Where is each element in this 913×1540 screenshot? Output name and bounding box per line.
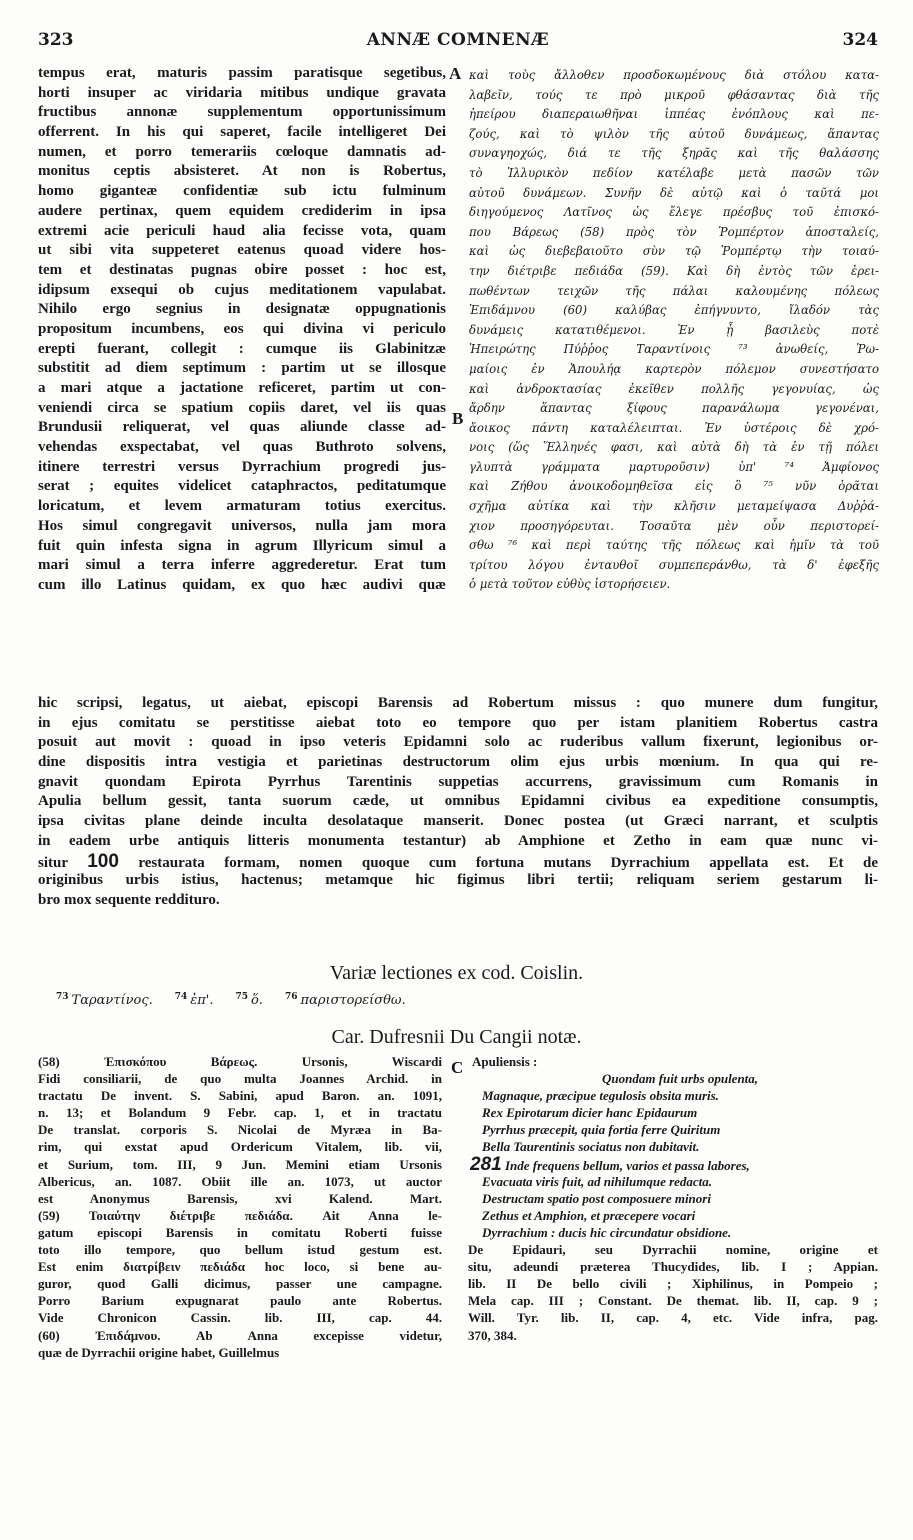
greek-text-line: Ἐπιδάμνου (60) καλύβας ἐπήγνυντο, ἴλαδόν τὰς [469, 303, 879, 318]
poem-line: Magnaque, præcipue tegulosis obsita muris. [482, 1088, 719, 1104]
note-line: (58) Ἐπισκόπου Βάρεως. Ursonis, Wiscardi [38, 1054, 442, 1069]
latin-text-line: a mari atque a jactatione reficeret, partim ut con- [38, 380, 446, 396]
greek-text-line: καὶ τοὺς ἄλλοθεν προσδοκωμένους διὰ στόλου κατα- [469, 68, 879, 82]
text-line: posuit aut movit : quoad in ipso veteris Epidamni solo ac ruderibus vallum fixerunt, legionibus or- [38, 734, 878, 751]
note-line: (60) Ἐπιδάμνου. Ab Anna excepisse videtur, [38, 1327, 442, 1343]
running-header [38, 30, 878, 56]
note-line: De Epidauri, seu Dyrrachii nomine, origine et [468, 1242, 878, 1258]
note-line: Will. Tyr. lib. II, cap. 4, etc. Vide infra, pag. [468, 1310, 878, 1326]
latin-text-line: fuit quin infesta signa in agrum Illyricum simul a [38, 537, 446, 554]
page-number-right: 324 [842, 30, 878, 50]
greek-text-line: μαίοις ἐν Ἀπουλήᾳ καρτερὸν πόλεμον συνεστήσατο [469, 361, 879, 376]
variant-reading: $^{75}$ ὅ. [235, 992, 264, 1009]
greek-text-line: Ἠπειρώτης Πύῤῥος Ταραντίνοις ⁷³ ἀνωθείς, Ῥω- [469, 342, 879, 357]
note-line: guror, quod Galli dicimus, passer une campagne. [38, 1276, 442, 1292]
latin-text-line: idipsum exsequi ob cujus meditationem vapulabat. [38, 281, 446, 298]
note-line: De translat. corporis S. Nicolai de Myræa in Ba- [38, 1122, 442, 1138]
greek-text-line: ἄοικος πάντη καταλέλειπται. Ἐν ὑστέροις δὲ χρό- [469, 420, 879, 435]
note-continuation: Apuliensis : [472, 1054, 538, 1069]
latin-text-line: horti insuper ac viridaria mitibus undique gravata [38, 84, 446, 101]
latin-text-line: Brundusii reliquerat, vel quas aliunde classe ad- [38, 419, 446, 436]
latin-text-line: Nihilo ergo segnius in designatæ oppugnationis [38, 301, 446, 318]
greek-text-line: λαβεῖν, τούς τε πρὸ μικροῦ φθάσαντας διὰ τῆς [469, 87, 879, 102]
note-line: et Surium, tom. III, 9 Jun. Memini etiam Ursonis [38, 1156, 442, 1172]
latin-text-line: extremi acie periculi haud alia fecisse vota, quam [38, 222, 446, 239]
latin-text-line: mari simul a terra inferre aggrederetur. Erat tum [38, 557, 446, 574]
greek-text-line: σχῆμα αὐτίκα καὶ τὴν κλῆσιν μεταμείψασα Δυῤῥά- [469, 499, 879, 514]
margin-letter-c: C [451, 1058, 464, 1077]
note-line: gatum episcopi Barensis in comitatu Roberti fuisse [38, 1224, 442, 1240]
text-line: originibus urbis istius, hactenus; metamque hic figimus libri tertii; reliquam seriem gestarum li- [38, 872, 878, 889]
poem-line: Dyrrachium : ducis hic circundatur obsidione. [482, 1224, 732, 1240]
poem-line: Evacuata viris fuit, ad nihilumque redacta. [482, 1173, 713, 1189]
greek-text-line: που Βάρεως (58) πρὸς τὸν Ῥομπέρτον ἀποσταλείς, [469, 224, 879, 239]
text-line: dine dispositis intra vestigia et parietinas destructorum olim ejus urbis mœnium. In qua qui re- [38, 754, 878, 771]
note-line: situ, adeundi præterea Thucydides, lib. I ; Appian. [468, 1259, 878, 1275]
greek-text-line: αὐτοῦ δυνάμεων. Συνῆν δὲ αὐτῷ καὶ ὁ ταῦτά μοι [469, 185, 879, 200]
note-line: est Anonymus Barensis, xvi Kalend. Mart. [38, 1190, 442, 1206]
latin-text-line: loricatum, et levem armaturam totius exercitus. [38, 498, 446, 515]
latin-text-line: veniendi circa se spatium copiis daret, vel iis quas [38, 399, 446, 416]
latin-text-line: numen, et porro temerariis cœloque damnatis ad- [38, 143, 446, 160]
variant-reading: $^{73}$ Ταραντίνος. [56, 992, 153, 1009]
text-line: ipsa civitas plane deinde inculta desolataque manserit. Donec postea (ut Græci narrant, et sculptis [38, 813, 878, 830]
poem-line: Pyrrhus præcepit, quia fortia ferre Quiritum [482, 1122, 721, 1138]
note-line: Mela cap. III ; Constant. De themat. lib. II, cap. 9 ; [468, 1293, 878, 1309]
greek-text-line: ἠπείρου διαπεραιωθῆναι ἱππέας ἐνόπλους καὶ πε- [469, 107, 879, 122]
variant-reading: $^{76}$ παριστορείσθω. [285, 992, 406, 1009]
latin-text-line: ut sibi vita suppeteret eatenus quoad videre hos- [38, 242, 446, 259]
greek-text-line: τρίτου λόγου ἐνταυθοῖ συμπεπεράνθω, τὰ δ' ἐφεξῆς [469, 557, 879, 572]
variant-readings-list [56, 992, 428, 1008]
latin-text-line: itinere terrestri versus Dyrrachium progredi jus- [38, 458, 446, 475]
greek-text-line: καὶ ὡς διεβεβαιοῦτο σὺν τῷ Ῥομπέρτῳ τὴν τοιαύ- [469, 244, 879, 259]
latin-text-line: monitus ceptis absisteret. At non is Robertus, [38, 163, 446, 180]
text-line: gnavit quondam Epirota Pyrrhus Tarentinis suppetias accurrens, gravissimum cum Romanis in [38, 773, 878, 790]
notes-left-column [38, 1053, 442, 1361]
latin-text-line: homo giganteæ confidentiæ sub ictu fulminum [38, 183, 446, 200]
quoted-poem [468, 1070, 878, 1241]
greek-text-line: την διέτριβε πεδιάδα (59). Καὶ δὴ ἐντὸς τῶν ἐρει- [469, 263, 879, 278]
margin-letter-a: A [449, 64, 462, 83]
text-line: in eadem urbe antiquis litteris monumenta testantur) ab Amphione et Zetho in eam quæ nunc vi- [38, 832, 878, 849]
greek-text-line: ἄρδην ἅπαντας ξίφους παρανάλωμα γεγονέναι, [469, 401, 879, 416]
greek-text-line: καὶ Ζήθου ἀνοικοδομηθεῖσα εἰς ὃ ⁷⁵ νῦν ὁρᾶται [469, 479, 879, 494]
note-line: 370, 384. [468, 1327, 517, 1343]
greek-text-line: πωθέντων τειχῶν τῆς πάλαι καλουμένης πόλεως [469, 283, 879, 298]
latin-text-line: tempus erat, maturis passim paratisque segetibus, [38, 65, 446, 81]
note-line: quæ de Dyrrachii origine habet, Guillelmus [38, 1344, 280, 1360]
latin-text-line: propositum incumbens, eos qui divina vi periculo [38, 320, 446, 337]
text-line: Apulia bellum gessit, tanta suorum cæde, ut omnibus Epidamni civibus ea expeditione consumptis, [38, 793, 878, 810]
latin-text-line: offerrent. In his qui saperet, facile intelligeret Dei [38, 124, 446, 141]
latin-text-line: fructibus annonæ supplementum opportunissimum [38, 104, 446, 121]
latin-text-line: serat ; equites videlicet cataphractos, peditatumque [38, 478, 446, 495]
greek-text-line: ὁ μετὰ τοῦτον εὐθὺς ἱστορήσειεν. [469, 577, 671, 592]
greek-text-line: σθω ⁷⁶ καὶ περὶ ταύτης τῆς πόλεως καὶ ἡμῖν τὰ τοῦ [469, 538, 879, 553]
greek-text-line: διηγούμενος Λατῖνος ὡς ἔλεγε πρέσβυς τοῦ ἐπισκό- [469, 205, 879, 220]
poem-line: Quondam fuit urbs opulenta, [602, 1071, 759, 1087]
latin-text-line: cum illo Latinus quidam, ex quo hæc audivi quæ [38, 576, 446, 593]
note-line: tractatu De invent. S. Sabini, apud Baron. an. 1091, [38, 1088, 442, 1104]
greek-text-line: νοις (ὥς Ἕλληνές φασι, καὶ αὐτὰ δὴ τὰ ἐν τῇ πόλει [469, 440, 879, 455]
poem-line: Zethus et Amphion, et præcepere vocari [482, 1207, 696, 1223]
latin-text-line: erepti fuerant, collegit : cumque iis Glabinitzæ [38, 340, 446, 357]
note-line: lib. II De bello civili ; Xiphilinus, in Pompeio ; [468, 1276, 878, 1292]
note-line: rim, qui exstat apud Ordericum Vitalem, lib. vii, [38, 1139, 442, 1155]
latin-text-line: Hos simul congregavit universos, nulla jam mora [38, 517, 446, 534]
notes-right-column [468, 1053, 878, 1344]
greek-text-line: ζούς, καὶ τὸ ψιλὸν τῆς αὐτοῦ δυνάμεως, ἅπαντας [469, 126, 879, 141]
variant-reading: $^{74}$ ἐπ'. [174, 992, 214, 1009]
latin-text-line: substitit ad diem septimum : partim ut se illosque [38, 360, 446, 377]
notes-title: Car. Dufresnii Du Cangii notæ. [331, 1026, 582, 1048]
poem-line: Bella Taurentinis sociatus non dubitavit. [482, 1139, 700, 1155]
note-line: (59) Τοιαύτην διέτριβε πεδιάδα. Ait Anna le- [38, 1207, 442, 1223]
latin-text-line: audere pertinax, quem equidem crediderim in ipsa [38, 202, 446, 219]
marginal-number-281: 281 [470, 1155, 502, 1173]
latin-text-line: tem et destinatas pugnas obire posset : hoc est, [38, 261, 446, 278]
greek-text-column [469, 66, 879, 595]
text-line-with-marginal-number: situr 100 restaurata formam, nomen quoque cum fortuna mutans Dyrrachium appellata est. Et de [38, 851, 878, 872]
note-line: Albericus, an. 1087. Obiit ille an. 1073, ut auctor [38, 1173, 442, 1189]
page-number-left: 323 [38, 30, 74, 50]
marginal-number-100: 100 [87, 851, 119, 872]
note-line: Est enim διατρίβειν πεδιάδα hoc loco, si bene au- [38, 1259, 442, 1275]
note-line: Porro Barium expugnarat paulo ante Robertus. [38, 1293, 442, 1309]
greek-text-line: δυνάμεις κατατιθέμενοι. Ἐν ᾗ βασιλεὺς ποτὲ [469, 322, 879, 337]
latin-text-line: vehendas exspectabat, vel quas Buthroto solvens, [38, 439, 446, 456]
note-line: n. 13; et Bolandum 9 Febr. cap. 1, et in tractatu [38, 1105, 442, 1121]
poem-line: Rex Epirotarum dicier hanc Epidaurum [482, 1105, 698, 1121]
poem-line: 281 Inde frequens bellum, varios et passa labores, [470, 1155, 750, 1173]
text-line: in ejus comitatu se perstitisse aiebat toto eo tempore quo per istam planitiem Robertus castra [38, 714, 878, 731]
text-line: hic scripsi, legatus, ut aiebat, episcopi Barensis ad Robertum missus : quo munere dum fungitur, [38, 695, 878, 711]
note-line: toto illo tempore, quo bellum istud gestum est. [38, 1242, 442, 1258]
running-title: ANNÆ COMNENÆ [366, 30, 550, 50]
note-line: Vide Chronicon Cassin. lib. III, cap. 44. [38, 1310, 442, 1326]
greek-text-line: τὸ Ἰλλυρικὸν πεδίον κατέλαβε μετὰ πασῶν τῶν [469, 165, 879, 180]
margin-letter-b: B [452, 409, 464, 428]
greek-text-line: καὶ ἀνδροκτασίας ἐκεῖθεν πολλῆς γεγονυίας, ὡς [469, 381, 879, 396]
note-line: Fidi consiliarii, de quo multa Joannes Archid. in [38, 1071, 442, 1087]
greek-text-line: χιον προσηγόρευται. Τοσαῦτα μὲν οὖν περιστορεί- [469, 518, 879, 533]
full-width-latin-text [38, 694, 878, 911]
greek-text-line: συναγηοχώς, διά τε τῆς ξηρᾶς καὶ τῆς θαλάσσης [469, 146, 879, 161]
variant-readings-title: Variæ lectiones ex cod. Coislin. [329, 962, 584, 984]
greek-text-line: γλυπτὰ γράμματα μαρτυροῦσιν) ὑπ' ⁷⁴ Ἀμφίονος [469, 459, 879, 474]
poem-line: Destructam spatio post composuere minori [482, 1190, 711, 1206]
text-line: bro mox sequente reddituro. [38, 891, 220, 908]
latin-translation-column [38, 64, 446, 596]
